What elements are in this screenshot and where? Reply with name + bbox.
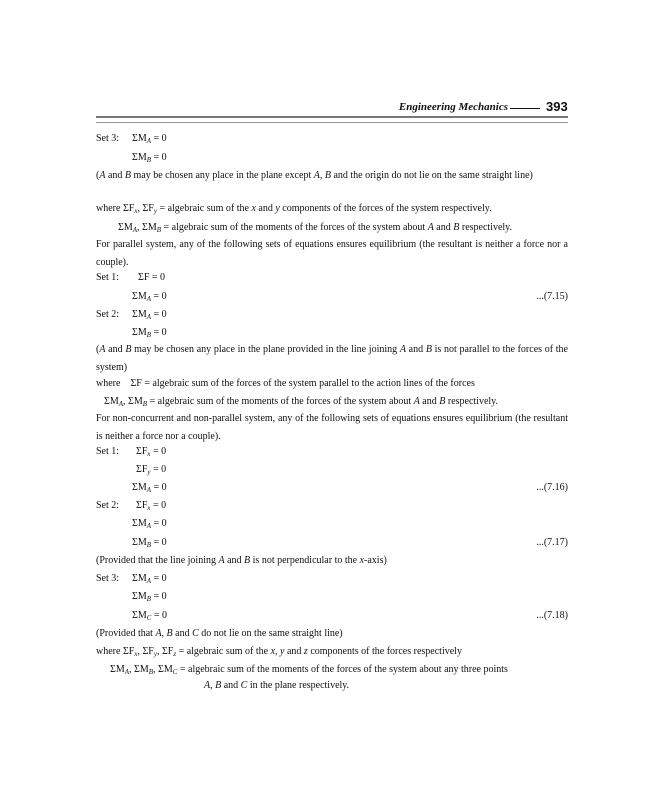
eq-sum-ma: $\Sigma M_A = 0$: [132, 291, 167, 303]
header-dash: [510, 108, 540, 109]
nc-set1-label: Set 1:: [96, 446, 120, 457]
nc-set3-label: Set 3:: [96, 573, 120, 584]
eq-sum-mb: $\Sigma M_B = 0$: [132, 152, 167, 164]
equation-number-7-18: ...(7.18): [536, 610, 568, 621]
note-not-perpendicular: (Provided that the line joining A and B is not perpendicular to the x-axis): [96, 555, 387, 566]
running-header-title: Engineering Mechanics: [398, 101, 508, 113]
eq-sum-mc: $\Sigma M_C = 0$: [132, 610, 168, 622]
parallel-system-intro: For parallel system, any of the following sets of equations ensures equilibrium (the resultant is neither a force nor a couple).: [96, 239, 568, 268]
eq-sum-mb: $\Sigma M_B = 0$: [132, 591, 167, 603]
where-sum-ma-mb: $\Sigma M_A$, $\Sigma M_B$ = algebraic sum of the moments of the forces of the system about A and B respectively.: [118, 222, 513, 234]
eq-sum-fx: $\Sigma F_x = 0$: [136, 446, 167, 458]
page-number: 393: [546, 99, 568, 114]
where-sum-f-parallel: where ΣF = algebraic sum of the forces of the system parallel to the action lines of the forces: [96, 378, 475, 389]
nc-set2-label: Set 2:: [96, 500, 120, 511]
eq-sum-ma: $\Sigma M_A = 0$: [132, 133, 167, 145]
parallel-set2-label: Set 2:: [96, 309, 120, 320]
equation-number-7-15: ...(7.15): [536, 291, 568, 302]
eq-sum-mb: $\Sigma M_B = 0$: [132, 327, 167, 339]
eq-sum-ma: $\Sigma M_A = 0$: [132, 518, 167, 530]
eq-sum-fy: $\Sigma F_y = 0$: [136, 464, 167, 476]
eq-sum-ma: $\Sigma M_A = 0$: [132, 482, 167, 494]
where-sum-fx-fy-fz: where $\Sigma F_x$, $\Sigma F_y$, $\Sigma F_z$ = algebraic sum of the x, y and z components of the forces respectively: [96, 646, 462, 658]
eq-sum-mb: $\Sigma M_B = 0$: [132, 537, 167, 549]
parallel-set1-label: Set 1:: [96, 272, 120, 283]
equation-number-7-17: ...(7.17): [536, 537, 568, 548]
where-sum-fx-fy: where $\Sigma F_x$, $\Sigma F_y$ = algebraic sum of the x and y components of the forces of the system respectively.: [96, 203, 492, 215]
note-abc-not-collinear: (Provided that A, B and C do not lie on the same straight line): [96, 628, 343, 639]
eq-sum-fx: $\Sigma F_x = 0$: [136, 500, 167, 512]
header-rule: [96, 116, 568, 123]
set3-label: Set 3:: [96, 133, 120, 144]
eq-sum-ma: $\Sigma M_A = 0$: [132, 309, 167, 321]
eq-sum-ma: $\Sigma M_A = 0$: [132, 573, 167, 585]
where-sum-ma-mb-mc: $\Sigma M_A$, $\Sigma M_B$, $\Sigma M_C$ = algebraic sum of the moments of the forces of the system about any three points: [110, 664, 508, 676]
equation-number-7-16: ...(7.16): [536, 482, 568, 493]
nonconcurrent-system-intro: For non-concurrent and non-parallel system, any of the following sets of equations ensures equilibrium (the resultant is neither a force nor a couple).: [96, 413, 568, 442]
points-in-plane: A, B and C in the plane respectively.: [204, 680, 350, 691]
where-sum-ma-mb-2: $\Sigma M_A$, $\Sigma M_B$ = algebraic sum of the moments of the forces of the system about A and B respectively.: [104, 396, 499, 408]
eq-sum-f: ΣF = 0: [138, 272, 166, 283]
note-ab-line: (A and B may be chosen any place in the plane provided in the line joining A and B is not parallel to the forces of the system): [96, 344, 568, 373]
note-ab-origin: (A and B may be chosen any place in the plane except A, B and the origin do not lie on the same straight line): [96, 170, 533, 181]
